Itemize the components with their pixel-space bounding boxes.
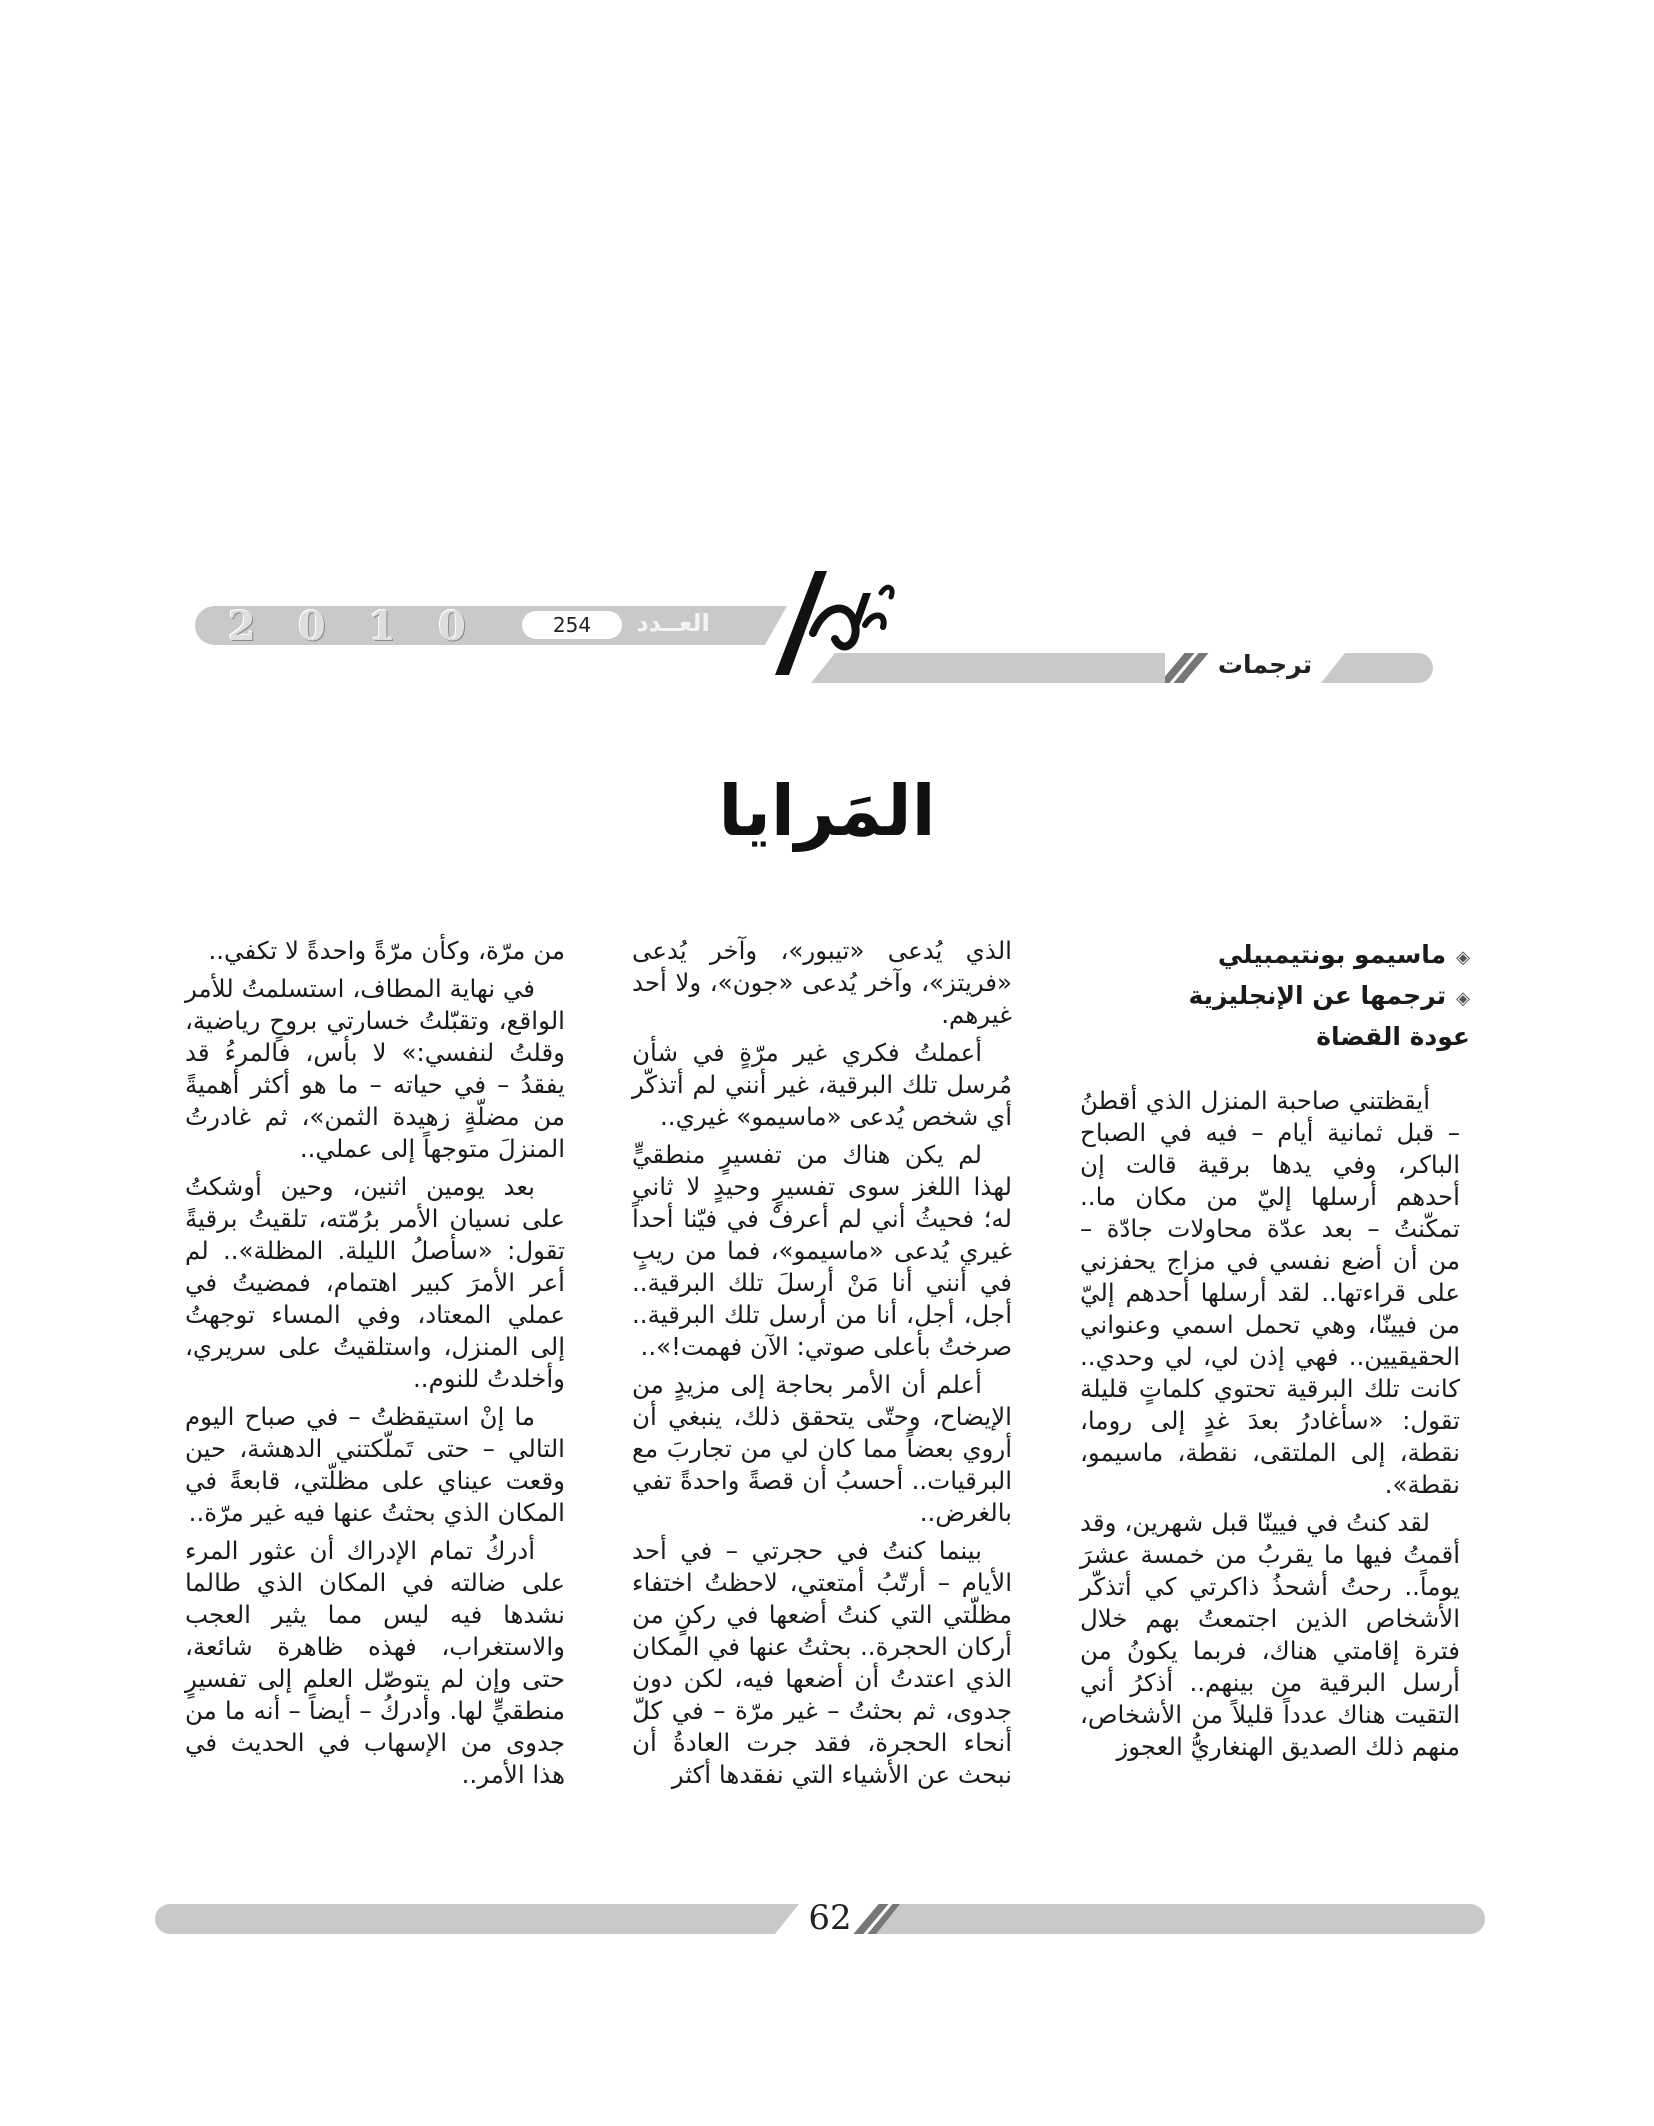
year-digit: 2 [228,603,258,650]
header-band-right [835,653,1165,683]
issue-label: العــدد [636,609,710,637]
paragraph: أعملتُ فكري غير مرّةٍ في شأن مُرسل تلك البرقية، غير أنني لم أتذكّر أي شخص يُدعى «ماسيمو» غيري.. [632,1038,1012,1131]
page-header [0,555,1654,715]
article-title: المَرايا [718,770,936,852]
translation-line [1080,977,1470,1018]
footer-band-right [900,1904,1485,1934]
page-number: 62 [808,1898,852,1938]
paragraph: بعد يومين اثنين، وحين أوشكتُ على نسيان الأمر برُمّته، تلقيتُ برقيةً تقول: «سأصلُ الليلة. المظلة».. لم أعر الأمرَ كبير اهتمام، فمضيتُ في عملي المعتاد، وفي المساء توجهتُ إلى المنزل، واستلقيتُ على سريري، وأخلدتُ للنوم.. [185,1172,565,1393]
author-line [1080,936,1470,977]
paragraph: ما إنْ استيقظتُ – في صباح اليوم التالي – حتى تَملّكتني الدهشة، حين وقعت عيناي على مظلّتي، قابعةً في المكان الذي بحثتُ عنها فيه غير مرّة.. [185,1402,565,1527]
article-credits [1080,936,1470,1056]
paragraph: الذي يُدعى «تيبور»، وآخر يُدعى «فريتز»، وآخر يُدعى «جون»، ولا أحد غيرهم. [632,936,1012,1029]
year-digit: 0 [438,603,468,650]
paragraph: أيقظتني صاحبة المنزل الذي أقطنُ – قبل ثمانية أيام – فيه في الصباح الباكر، وفي يدها برقية قالت إن أحدهم أرسلها إليّ من مكان ما.. تمكّنتُ – بعد عدّة محاولات جادّة – من أن أضع نفسي في مزاج يحفزني على قراءتها.. لقد أرسلها أحدهم إليّ من فيينّا، وهي تحمل اسمي وعنواني الحقيقيين.. فهي إذن لي، لي وحدي.. كانت تلك البرقية تحتوي كلماتٍ قليلة تقول: «سأغادرُ بعدَ غدٍ إلى روما، نقطة، إلى الملتقى، نقطة، ماسيمو، نقطة». [1080,1086,1460,1499]
year-digit: 0 [298,603,328,650]
paragraph: من مرّة، وكأن مرّةً واحدةً لا تكفي.. [208,936,565,965]
paragraph: أدركُ تمام الإدراك أن عثور المرء على ضالته في المكان الذي طالما نشدها فيه ليس مما يثير العجب والاستغراب، فهذه ظاهرة شائعة، حتى وإن لم يتوصّل العلم إلى تفسيرٍ منطقيٍّ لها. وأدركُ – أيضاً – أنه ما من جدوى من الإسهاب في الحديث في هذا الأمر.. [185,1536,565,1789]
paragraph: بينما كنتُ في حجرتي – في أحد الأيام – أرتّبُ أمتعتي، لاحظتُ اختفاء مظلّتي التي كنتُ أضعها في ركنٍ من أركان الحجرة.. بحثتُ عنها في المكان الذي اعتدتُ أن أضعها فيه، لكن دون جدوى، ثم بحثتُ – غير مرّة – في كلّ أنحاء الحجرة، فقد جرت العادةُ أن نبحث عن الأشياء التي نفقدها أكثر [632,1536,1012,1789]
column-middle [632,935,1012,1797]
diamond-bullet-icon: ◈ [1456,947,1470,968]
year-digit: 1 [368,603,398,650]
section-label: ترجمات [1217,650,1313,679]
column-left [185,935,565,1797]
paragraph: أعلم أن الأمر بحاجة إلى مزيدٍ من الإيضاح، وحتّى يتحقق ذلك، ينبغي أن أروي بعضاً مما كان لي من تجاربَ مع البرقيات.. أحسبُ أن قصةً واحدةً تفي بالغرض.. [632,1370,1012,1527]
paragraph: لقد كنتُ في فيينّا قبل شهرين، وقد أقمتُ فيها ما يقربُ من خمسة عشرَ يوماً.. رحتُ أشحذُ ذاكرتي كي أتذكّر الأشخاص الذين اجتمعتُ بهم خلال فترة إقامتي هناك، فربما يكونُ من أرسل البرقية من بينهم.. أذكرُ أني التقيت هناك عدداً قليلاً من الأشخاص، منهم ذلك الصديق الهنغاريُّ العجوز [1080,1508,1460,1761]
translator-name: عودة القضاة [1316,1022,1470,1051]
year-label [228,603,468,650]
column-right [1080,1085,1460,1769]
translator-line [1080,1018,1470,1056]
page-footer [0,1898,1654,1948]
translation-note: ترجمها عن الإنجليزية [1188,981,1447,1010]
footer-band-left [155,1904,775,1934]
paragraph: لم يكن هناك من تفسيرٍ منطقيٍّ لهذا اللغز سوى تفسيرٍ وحيدٍ لا ثاني له؛ فحيثُ أني لم أعرفْ في فيّنا أحداً غيري يُدعى «ماسيمو»، فما من ريبٍ في أنني أنا مَنْ أرسلَ تلك البرقية.. أجل، أجل، أنا من أرسل تلك البرقية.. صرختُ بأعلى صوتي: الآن فهمت!».. [632,1140,1012,1361]
author-name: ماسيمو بونتيمبيلي [1217,940,1447,969]
header-band-right-end [1345,653,1433,683]
diamond-bullet-icon: ◈ [1456,988,1470,1009]
issue-number: 254 [522,611,622,639]
paragraph: في نهاية المطاف، استسلمتُ للأمر الواقع، وتقبّلتُ خسارتي بروحٍ رياضية، وقلتُ لنفسي:» لا بأس، فالمرءُ قد يفقدُ – في حياته – ما هو أكثر أهميةً من مضلّةٍ زهيدة الثمن»، ثم غادرتُ المنزلَ متوجهاً إلى عملي.. [185,974,565,1163]
